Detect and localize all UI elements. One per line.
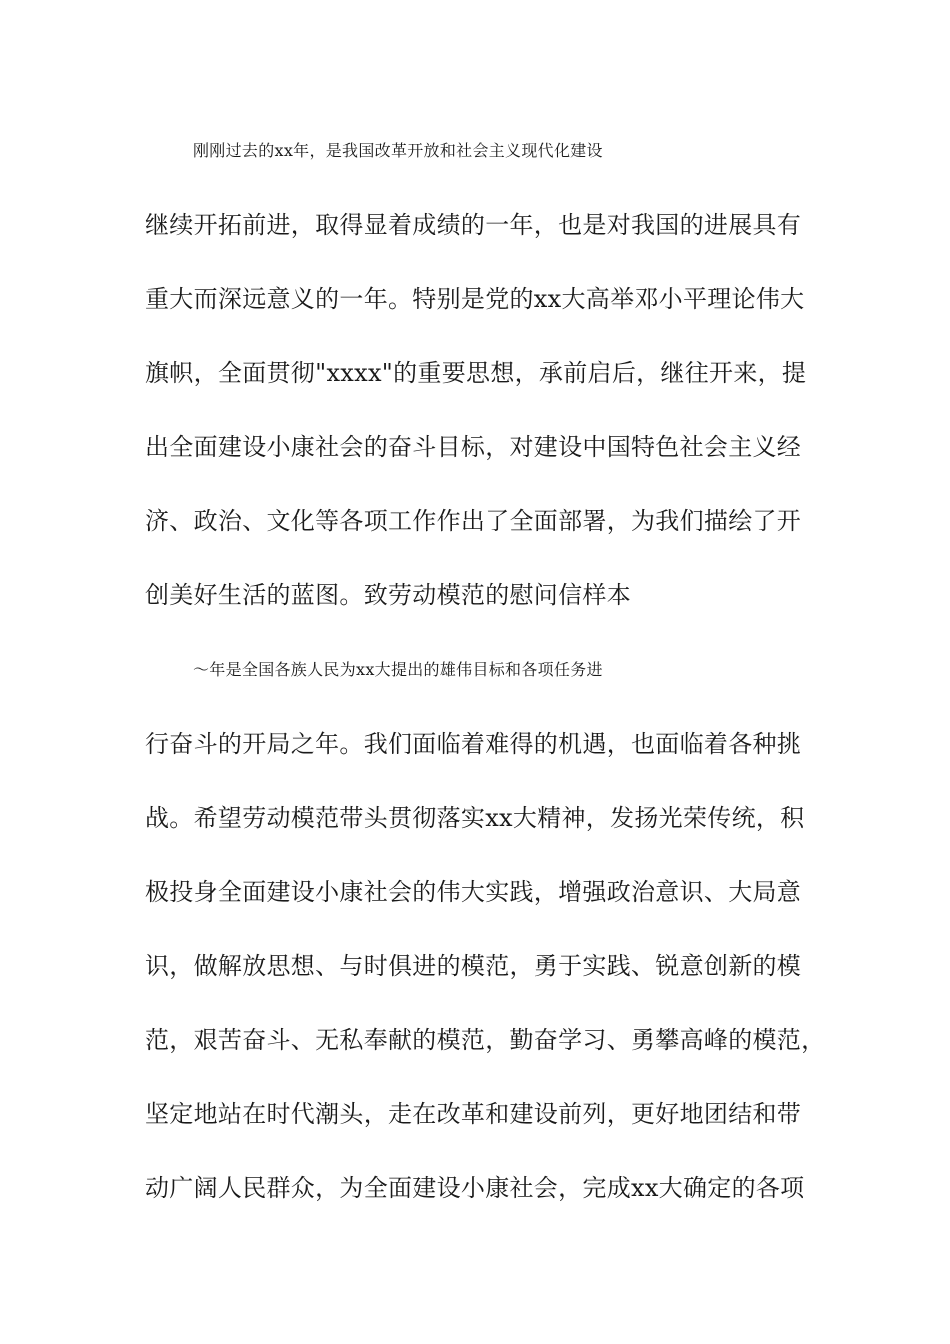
paragraph-1-line-6: 济、政治、文化等各项工作作出了全面部署，为我们描绘了开 — [145, 507, 802, 535]
paragraph-2-line-3: 战。希望劳动模范带头贯彻落实xx大精神，发扬光荣传统，积 — [145, 804, 805, 832]
paragraph-1-line-2: 继续开拓前进，取得显着成绩的一年，也是对我国的进展具有 — [145, 211, 802, 239]
paragraph-1-line-3: 重大而深远意义的一年。特别是党的xx大高举邓小平理论伟大 — [145, 285, 805, 313]
paragraph-2-line-6: 范，艰苦奋斗、无私奉献的模范，勤奋学习、勇攀高峰的模范， — [145, 1026, 826, 1054]
paragraph-2-line-1: ～年是全国各族人民为xx大提出的雄伟目标和各项任务进 — [193, 660, 603, 679]
paragraph-1-line-5: 出全面建设小康社会的奋斗目标，对建设中国特色社会主义经 — [145, 433, 802, 461]
paragraph-1-line-1: 刚刚过去的xx年，是我国改革开放和社会主义现代化建设 — [193, 141, 603, 160]
paragraph-1-line-4: 旗帜，全面贯彻"xxxx"的重要思想，承前启后，继往开来，提 — [145, 359, 807, 387]
paragraph-2-line-2: 行奋斗的开局之年。我们面临着难得的机遇，也面临着各种挑 — [145, 730, 802, 758]
paragraph-2-line-4: 极投身全面建设小康社会的伟大实践，增强政治意识、大局意 — [145, 878, 802, 906]
paragraph-2-line-5: 识，做解放思想、与时俱进的模范，勇于实践、锐意创新的模 — [145, 952, 802, 980]
paragraph-2-line-7: 坚定地站在时代潮头，走在改革和建设前列，更好地团结和带 — [145, 1100, 802, 1128]
paragraph-1-line-7: 创美好生活的蓝图。致劳动模范的慰问信样本 — [145, 581, 631, 609]
paragraph-2-line-8: 动广阔人民群众，为全面建设小康社会，完成xx大确定的各项 — [145, 1174, 805, 1202]
